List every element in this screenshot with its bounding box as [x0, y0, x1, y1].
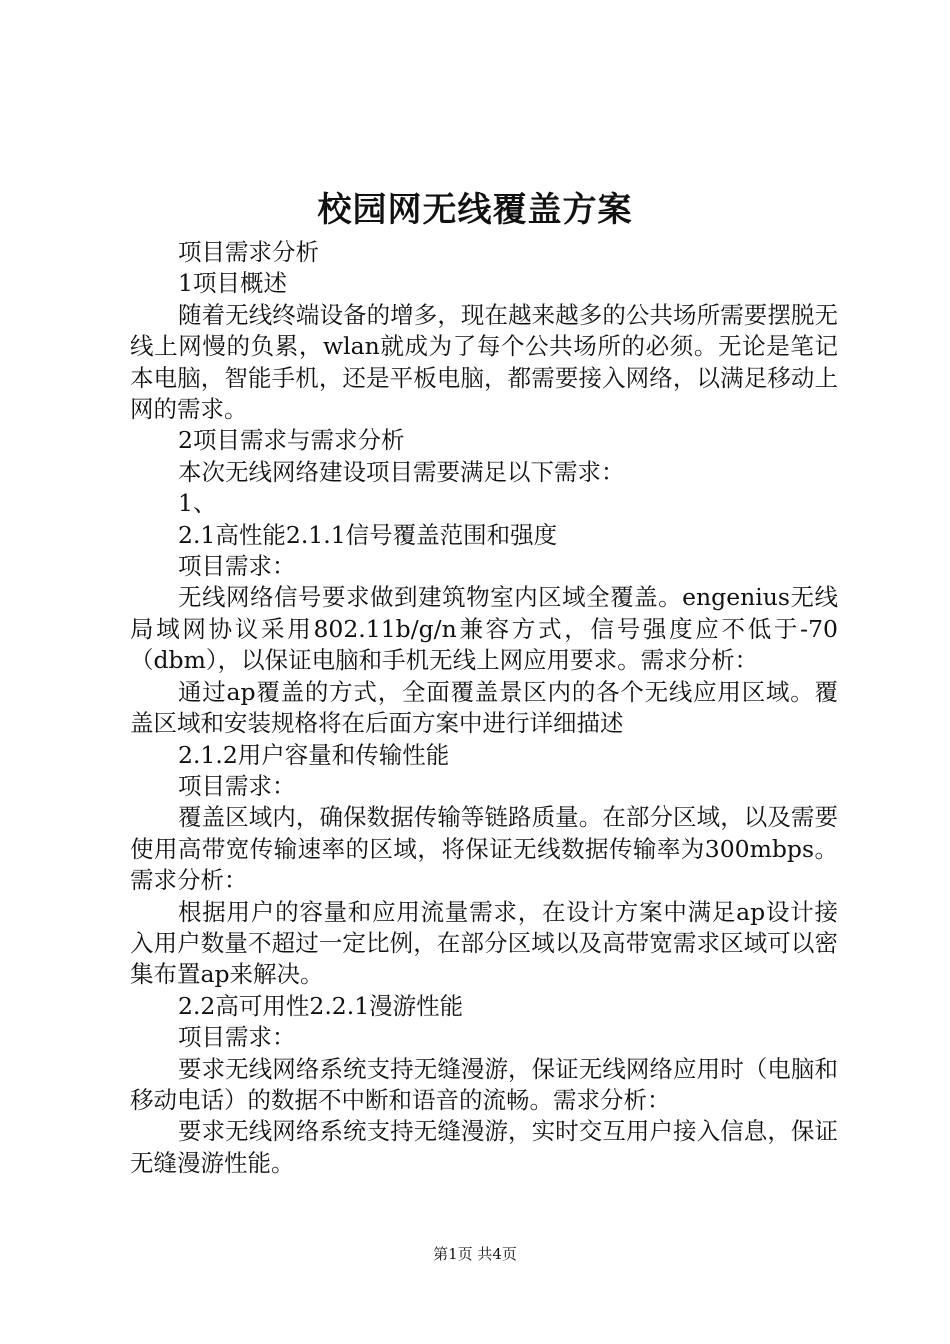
paragraph: 本次无线网络建设项目需要满足以下需求：	[178, 457, 625, 486]
paragraph: 2.1高性能2.1.1信号覆盖范围和强度	[178, 520, 558, 549]
paragraph: 1、	[178, 489, 217, 518]
paragraph: 项目需求：	[178, 1023, 296, 1052]
paragraph: 根据用户的容量和应用流量需求，在设计方案中满足ap设计接入用户数量不超过一定比例，在部分区域以及高带宽需求区域可以密集布置ap来解决。	[130, 897, 838, 989]
paragraph: 项目需求：	[178, 771, 296, 800]
paragraph: 项目需求：	[178, 552, 296, 581]
paragraph: 2.1.2用户容量和传输性能	[178, 740, 450, 769]
page-number-footer: 第1页 共4页	[433, 1245, 517, 1263]
paragraph: 无线网络信号要求做到建筑物室内区域全覆盖。engenius无线局域网协议采用802.11b/g/n兼容方式，信号强度应不低于-70（dbm），以保证电脑和手机无线上网应用要求。需求分析：	[130, 583, 838, 675]
paragraph: 1项目概述	[178, 269, 287, 298]
paragraph: 覆盖区域内，确保数据传输等链路质量。在部分区域，以及需要使用高带宽传输速率的区域，将保证无线数据传输率为300mbps。需求分析：	[130, 803, 838, 895]
document-title: 校园网无线覆盖方案	[317, 190, 633, 230]
paragraph: 随着无线终端设备的增多，现在越来越多的公共场所需要摆脱无线上网慢的负累，wlan就成为了每个公共场所的必须。无论是笔记本电脑，智能手机，还是平板电脑，都需要接入网络，以满足移动上网的需求。	[130, 300, 838, 424]
paragraph: 通过ap覆盖的方式，全面覆盖景区内的各个无线应用区域。覆盖区域和安装规格将在后面方案中进行详细描述	[130, 677, 838, 738]
paragraph: 要求无线网络系统支持无缝漫游，保证无线网络应用时（电脑和移动电话）的数据不中断和语音的流畅。需求分析：	[130, 1054, 838, 1114]
paragraph: 2.2高可用性2.2.1漫游性能	[178, 991, 464, 1020]
paragraph: 要求无线网络系统支持无缝漫游，实时交互用户接入信息，保证无缝漫游性能。	[130, 1117, 838, 1177]
paragraph: 项目需求分析	[178, 238, 319, 266]
document-body	[130, 237, 838, 1179]
paragraph: 2项目需求与需求分析	[178, 426, 405, 455]
